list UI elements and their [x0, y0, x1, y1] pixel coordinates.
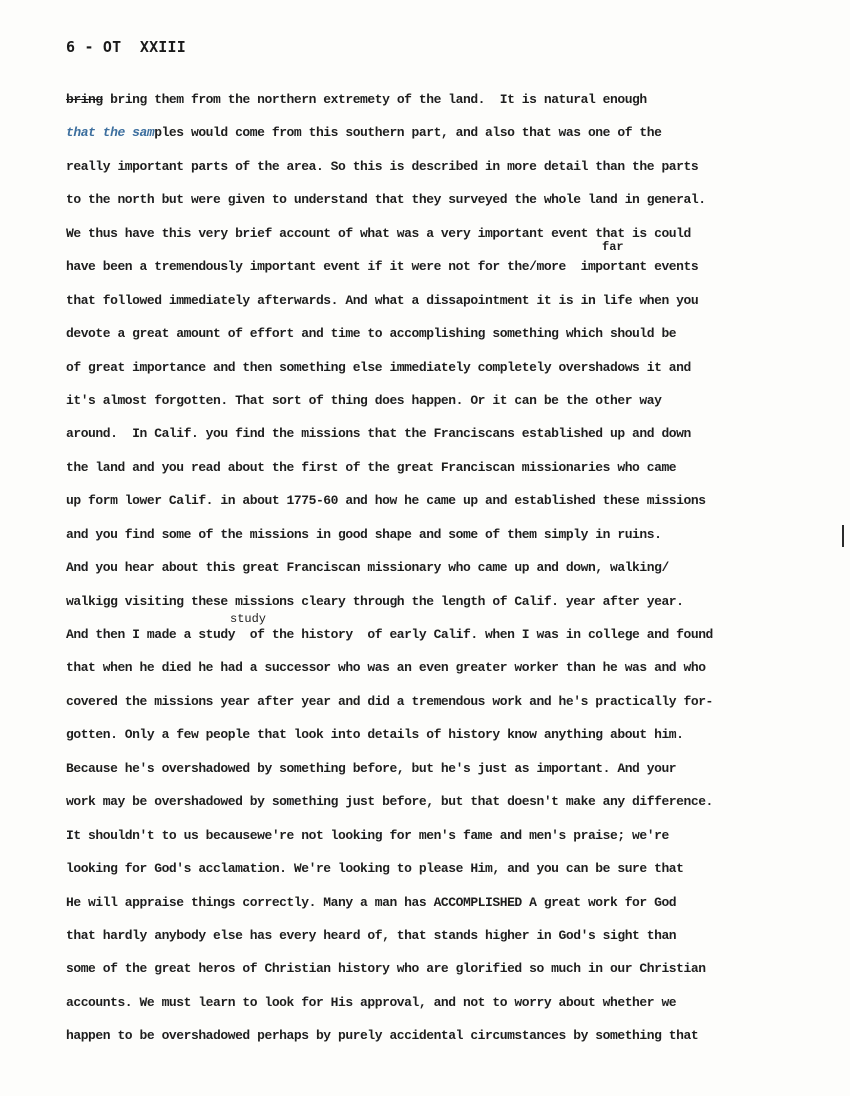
text-line: [66, 222, 816, 255]
text-line: [66, 489, 816, 522]
line-text: and you find some of the missions in good shape and some of them simply in ruins.: [66, 526, 662, 542]
text-line: [66, 456, 816, 489]
page-header: 6 - OT XXIII: [66, 38, 186, 56]
interlinear-correction-study: study: [230, 612, 267, 626]
line-text: accounts. We must learn to look for His approval, and not to worry about whether we: [66, 994, 677, 1010]
line-text: really important parts of the area. So this is described in more detail than the parts: [66, 158, 699, 174]
interlinear-correction-far: far: [602, 240, 624, 254]
text-line: [66, 322, 816, 355]
line-text: ples would come from this southern part, and also that was one of the: [154, 125, 662, 141]
text-line: [66, 824, 816, 857]
line-text: Because he's overshadowed by something before, but he's just as important. And your: [66, 760, 677, 776]
text-line: [66, 590, 816, 623]
text-line: [66, 991, 816, 1024]
text-line: [66, 389, 816, 422]
text-line: [66, 690, 816, 723]
line-text: And then I made a study of the history of early Calif. when I was in college and found: [66, 627, 713, 642]
text-line: [66, 188, 816, 221]
text-line: [66, 656, 816, 689]
blue-handwritten-insert: that the sam: [66, 125, 155, 141]
text-line: [66, 757, 816, 790]
line-text: bring them from the northern extremety of the land. It is natural enough: [102, 92, 662, 107]
text-line: [66, 623, 816, 656]
text-line: [66, 289, 816, 322]
line-text: walkigg visiting these missions cleary through the length of Calif. year after year.: [66, 593, 684, 609]
line-text: have been a tremendously important event if it were not for the/more important events: [66, 259, 699, 275]
line-text: And you hear about this great Franciscan missionary who came up and down, walking/: [66, 560, 669, 576]
line-text: to the north but were given to understand that they surveyed the whole land in general.: [66, 192, 706, 208]
text-line: [66, 556, 816, 589]
text-line: [66, 356, 816, 389]
text-line: [66, 255, 816, 288]
text-line: [66, 155, 816, 188]
line-text: We thus have this very brief account of what was a very important event that is could: [66, 225, 691, 241]
line-text: happen to be overshadowed perhaps by purely accidental circumstances by something that: [66, 1028, 699, 1044]
text-line: [66, 723, 816, 756]
text-line: [66, 957, 816, 990]
line-text: around. In Calif. you find the missions that the Franciscans established up and down: [66, 426, 691, 442]
line-text: that when he died he had a successor who was an even greater worker than he was and who: [66, 660, 706, 676]
line-text: up form lower Calif. in about 1775-60 and how he came up and established these missions: [66, 493, 706, 509]
line-text: covered the missions year after year and did a tremendous work and he's practically for-: [66, 693, 713, 709]
text-line: [66, 857, 816, 890]
line-text: work may be overshadowed by something just before, but that doesn't make any difference.: [66, 794, 713, 810]
line-text: It shouldn't to us becausewe're not looking for men's fame and men's praise; we're: [66, 827, 669, 843]
text-line: [66, 790, 816, 823]
line-text: some of the great heros of Christian history who are glorified so much in our Christian: [66, 961, 706, 977]
struck-word: bring: [66, 92, 103, 107]
text-line: [66, 924, 816, 957]
text-line: [66, 422, 816, 455]
line-text: that hardly anybody else has every heard of, that stands higher in God's sight than: [66, 927, 677, 943]
margin-mark: [842, 525, 844, 547]
text-line: [66, 891, 816, 924]
line-text: it's almost forgotten. That sort of thing does happen. Or it can be the other way: [66, 392, 662, 408]
text-line: [66, 88, 816, 121]
text-line: [66, 121, 816, 154]
text-line: [66, 1024, 816, 1057]
line-text: looking for God's acclamation. We're looking to please Him, and you can be sure that: [66, 861, 684, 877]
line-text: gotten. Only a few people that look into details of history know anything about him.: [66, 727, 684, 743]
line-text: of great importance and then something else immediately completely overshadows it and: [66, 359, 691, 375]
line-text: He will appraise things correctly. Many a man has ACCOMPLISHED A great work for God: [66, 894, 677, 910]
body-text: [66, 88, 816, 1058]
text-line: [66, 523, 816, 556]
line-text: the land and you read about the first of the great Franciscan missionaries who came: [66, 459, 677, 475]
line-text: devote a great amount of effort and time to accomplishing something which should be: [66, 326, 677, 342]
line-text: that followed immediately afterwards. And what a dissapointment it is in life when you: [66, 292, 699, 308]
